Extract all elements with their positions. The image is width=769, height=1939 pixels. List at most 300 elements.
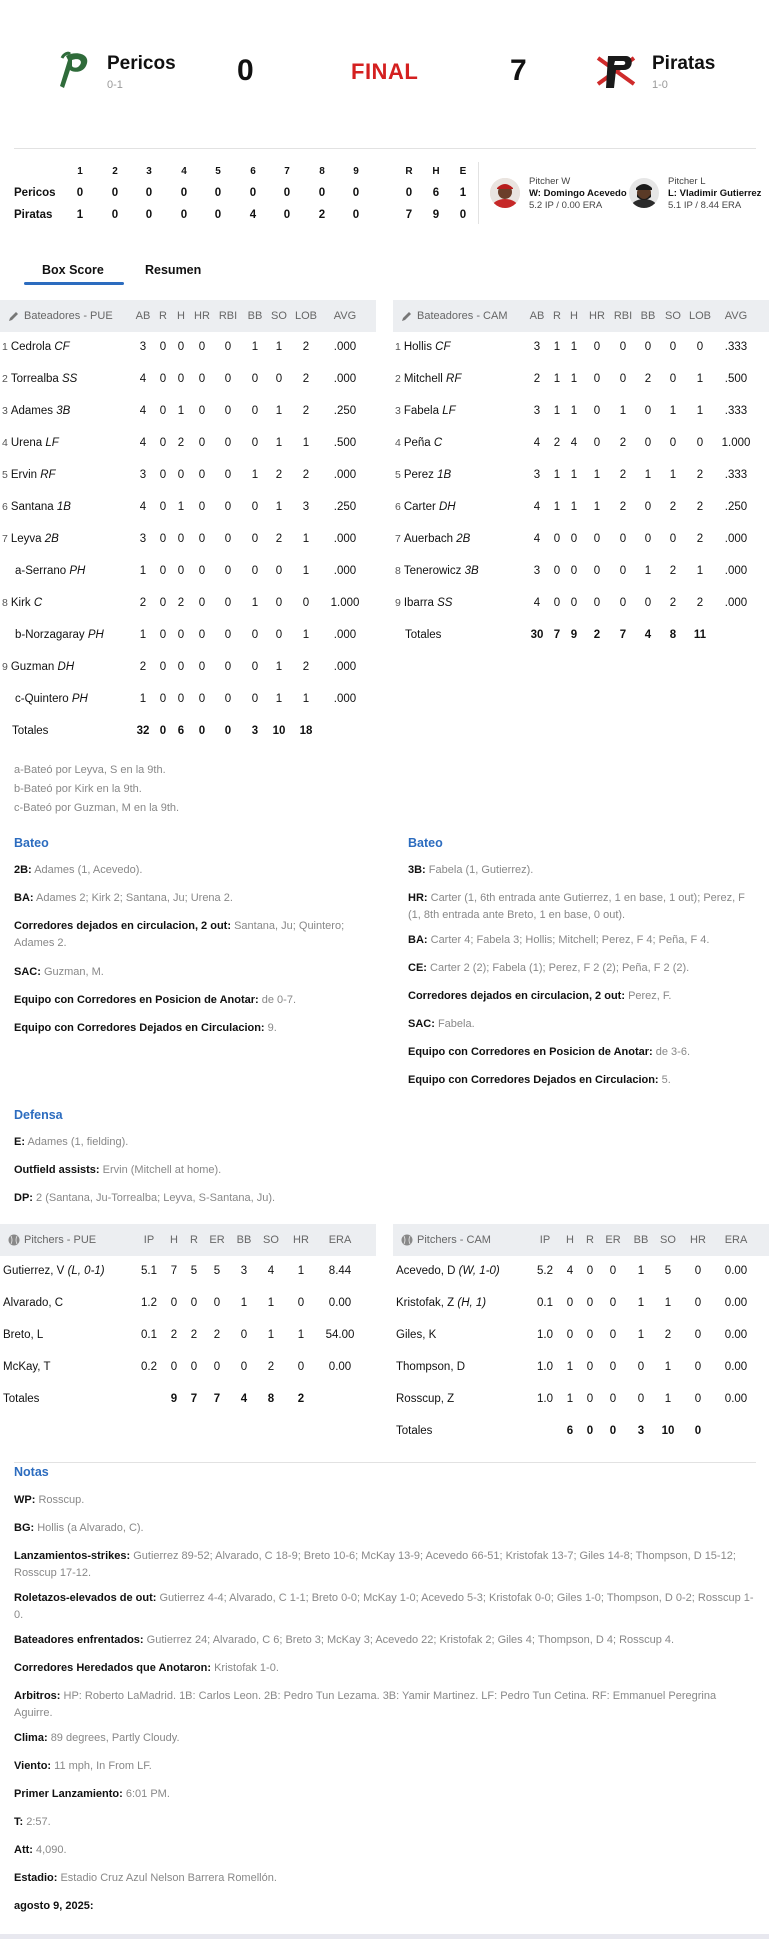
stat-value: 0.00	[724, 1265, 748, 1277]
stat-value: 0	[224, 437, 232, 449]
stat-label: Corredores dejados en circulacion, 2 out:	[14, 920, 231, 932]
player-last-name: b-Norzagaray	[15, 629, 85, 641]
note-line	[14, 1786, 756, 1803]
home-team-name[interactable]: Piratas	[652, 53, 716, 74]
player-name[interactable]	[2, 437, 59, 449]
stat-value: .250	[724, 501, 748, 513]
pericos-logo	[52, 48, 96, 92]
stat-value: 0	[190, 1297, 198, 1309]
player-name[interactable]	[2, 373, 77, 385]
pitcher-name[interactable]	[396, 1329, 436, 1341]
pencil-icon	[8, 310, 20, 322]
inning-header: 2	[112, 166, 118, 177]
stat-value: 0	[275, 597, 283, 609]
linescore-team-name[interactable]: Piratas	[14, 209, 53, 221]
stat-value: 1	[275, 501, 283, 513]
totals-value: 0	[224, 725, 232, 737]
stat-value: 1	[139, 693, 147, 705]
rhe-value: 0	[459, 209, 467, 221]
stat-value: 1	[297, 1329, 305, 1341]
stat-value: 3	[139, 469, 147, 481]
stat-line	[408, 890, 760, 924]
stat-header: BB	[640, 310, 656, 322]
batting-order: 5	[395, 469, 401, 481]
stat-value: .000	[333, 469, 357, 481]
totals-value: 2	[297, 1393, 305, 1405]
stat-value: 2	[302, 661, 310, 673]
stat-value: 2	[669, 501, 677, 513]
stat-value: 1	[593, 469, 601, 481]
inning-runs: 0	[214, 187, 222, 199]
pitcher-name[interactable]	[396, 1265, 500, 1277]
player-last-name: Ibarra	[403, 597, 434, 609]
player-name[interactable]	[395, 533, 470, 545]
note-value: Estadio Cruz Azul Nelson Barrera Romellón.	[60, 1872, 277, 1884]
stat-value: 0	[251, 533, 259, 545]
inning-runs: 0	[249, 187, 257, 199]
stat-value: 0	[696, 341, 704, 353]
stat-value: Fabela (1, Gutierrez).	[428, 864, 534, 876]
stat-header: R	[553, 310, 561, 322]
totals-value: 18	[299, 725, 313, 737]
inning-runs: 0	[145, 187, 153, 199]
stat-value: 5.	[661, 1074, 671, 1086]
player-name[interactable]	[395, 405, 456, 417]
stat-value: 1.0	[537, 1329, 553, 1341]
table-row	[0, 620, 376, 652]
stat-value: 5.2	[537, 1265, 553, 1277]
inning-runs: 0	[111, 187, 119, 199]
stat-value: 0	[198, 373, 206, 385]
player-position: 3B	[56, 405, 71, 417]
stat-value: 1	[664, 1393, 672, 1405]
player-position: CF	[435, 341, 451, 353]
note-value: Rosscup.	[38, 1494, 85, 1506]
stat-value: 0	[170, 1361, 178, 1373]
player-name[interactable]	[395, 373, 461, 385]
stat-value: 2	[275, 533, 283, 545]
player-last-name: Guzman	[10, 661, 55, 673]
stat-value: 0	[224, 405, 232, 417]
stat-value: 1	[139, 629, 147, 641]
table-row	[0, 492, 376, 524]
stat-value: .250	[333, 501, 357, 513]
stat-header: ER	[209, 1234, 225, 1246]
player-name[interactable]	[395, 565, 479, 577]
note-line	[14, 1688, 756, 1722]
losing-pitcher-stat: 5.1 IP / 8.44 ERA	[668, 200, 742, 211]
stat-value: 0	[198, 533, 206, 545]
note-label: Corredores Heredados que Anotaron:	[14, 1662, 212, 1674]
stat-label: CE:	[408, 962, 427, 974]
stat-value: 1	[644, 469, 652, 481]
stat-value: 0.1	[141, 1329, 157, 1341]
totals-label: Totales	[405, 629, 442, 641]
totals-value: 0	[609, 1425, 617, 1437]
stat-value: 1	[637, 1329, 645, 1341]
stat-value: 1	[251, 341, 259, 353]
stat-line	[408, 1072, 760, 1089]
stat-value: 0	[198, 661, 206, 673]
stat-value: Perez, F.	[628, 990, 672, 1002]
note-value: Gutierrez 4-4; Alvarado, C 1-1; Breto 0-0; McKay 1-0; Acevedo 5-3; Kristofak 0-0; Giles 1-0; Thompson, D 0-2; Rosscup 1-0.	[14, 1592, 754, 1621]
inning-header: 4	[181, 166, 187, 177]
stat-label: Equipo con Corredores en Posicion de Anotar:	[408, 1046, 653, 1058]
totals-value: 2	[593, 629, 601, 641]
note-value: 89 degrees, Partly Cloudy.	[50, 1732, 180, 1744]
pitcher-last-name: McKay, T	[3, 1361, 51, 1373]
stat-value: 4	[533, 597, 541, 609]
stat-line	[14, 918, 366, 952]
rhe-header: R	[405, 166, 413, 177]
pencil-icon	[401, 310, 413, 322]
stat-header: LOB	[294, 310, 317, 322]
inning-runs: 0	[318, 187, 326, 199]
stat-value: 0	[198, 629, 206, 641]
stat-value: 2	[213, 1329, 221, 1341]
player-name[interactable]	[2, 501, 71, 513]
totals-row	[0, 1384, 376, 1416]
stat-header: IP	[539, 1234, 551, 1246]
table-row	[0, 684, 376, 716]
stat-value: 1	[139, 565, 147, 577]
stat-value: 5	[213, 1265, 221, 1277]
player-position: 1B	[437, 469, 452, 481]
stat-value: 0	[593, 373, 601, 385]
player-name[interactable]	[395, 341, 451, 353]
stat-label: Equipo con Corredores Dejados en Circulacion:	[408, 1074, 659, 1086]
note-label: Primer Lanzamiento:	[14, 1788, 123, 1800]
stat-value: 0	[593, 565, 601, 577]
note-value: HP: Roberto LaMadrid. 1B: Carlos Leon. 2B: Pedro Tun Lezama. 3B: Yamir Martinez. LF: Pedro Tun Cetina. RF: Emmanuel Peregrina Aguirre.	[14, 1690, 717, 1719]
pitcher-last-name: Giles, K	[396, 1329, 437, 1341]
note-line	[14, 1758, 756, 1775]
stat-value: 2	[139, 597, 147, 609]
note-label: WP:	[14, 1494, 36, 1506]
player-name[interactable]	[12, 693, 88, 705]
player-position: 1B	[56, 501, 71, 513]
divider	[14, 1462, 756, 1463]
stat-value: Adames 2; Kirk 2; Santana, Ju; Urena 2.	[36, 892, 233, 904]
stat-value: 1	[302, 629, 310, 641]
stat-value: 1	[696, 565, 704, 577]
inning-runs: 1	[76, 209, 84, 221]
table-row	[393, 1352, 769, 1384]
note-label: Roletazos-elevados de out:	[14, 1592, 157, 1604]
stat-value: 0	[644, 405, 652, 417]
totals-value: 7	[213, 1393, 221, 1405]
stat-header: SO	[660, 1234, 676, 1246]
stat-value: 0.00	[724, 1393, 748, 1405]
pitcher-name[interactable]	[3, 1361, 51, 1373]
stat-value: 2	[696, 469, 704, 481]
batting-order: 1	[395, 341, 401, 353]
stat-value: 0	[694, 1297, 702, 1309]
inning-header: 1	[77, 166, 83, 177]
stat-value: 0.00	[328, 1361, 352, 1373]
note-label: Clima:	[14, 1732, 48, 1744]
stat-value: 2	[302, 373, 310, 385]
batting-table-title: Bateadores - CAM	[417, 310, 508, 322]
stat-value: .000	[333, 565, 357, 577]
stat-value: Carter 2 (2); Fabela (1); Perez, F 2 (2); Peña, F 2 (2).	[430, 962, 690, 974]
player-name[interactable]	[12, 565, 85, 577]
stat-value: 0	[669, 373, 677, 385]
away-team-name[interactable]: Pericos	[107, 53, 176, 74]
pitcher-last-name: Rosscup, Z	[396, 1393, 455, 1405]
stat-value: 0	[251, 693, 259, 705]
pitcher-name[interactable]	[3, 1265, 105, 1277]
pitcher-name[interactable]	[396, 1361, 465, 1373]
stat-label: HR:	[408, 892, 428, 904]
pitcher-name[interactable]	[396, 1393, 454, 1405]
stat-value: 1	[669, 405, 677, 417]
batting-order: 3	[2, 405, 8, 417]
stat-value: 1.0	[537, 1361, 553, 1373]
batting-order: 7	[395, 533, 401, 545]
stat-value: 1	[696, 405, 704, 417]
stat-value: 0	[609, 1297, 617, 1309]
stat-value: .000	[333, 661, 357, 673]
stat-value: 2	[553, 437, 561, 449]
stat-value: 0	[669, 533, 677, 545]
pitcher-last-name: Gutierrez, V	[3, 1265, 65, 1277]
stat-value: 5.1	[141, 1265, 157, 1277]
baseball-icon	[401, 1234, 413, 1246]
player-last-name: Adames	[10, 405, 54, 417]
stat-value: 1	[553, 341, 561, 353]
totals-value: 11	[693, 629, 707, 641]
stat-value: 3	[533, 469, 541, 481]
stat-value: 1	[302, 565, 310, 577]
batting-order: 4	[2, 437, 8, 449]
inning-runs: 0	[76, 187, 84, 199]
stat-value: Santana, Ju; Quintero; Adames 2.	[14, 920, 345, 949]
stat-value: 0	[240, 1361, 248, 1373]
table-row	[0, 364, 376, 396]
stat-value: 0	[644, 533, 652, 545]
totals-row	[393, 1416, 769, 1448]
stat-value: 0	[619, 597, 627, 609]
stat-value: 0	[159, 405, 167, 417]
table-row	[0, 588, 376, 620]
stat-value: .500	[724, 373, 748, 385]
player-name[interactable]	[12, 629, 104, 641]
stat-value: 1	[570, 405, 578, 417]
pitcher-decision: (W, 1-0)	[458, 1265, 500, 1277]
linescore-divider	[478, 162, 479, 224]
stat-value: 0	[224, 341, 232, 353]
away-score: 0	[237, 54, 254, 87]
stat-value: 0	[177, 629, 185, 641]
tab-resumen[interactable]: Resumen	[145, 263, 202, 277]
stat-value: 0	[177, 341, 185, 353]
stat-value: 1	[275, 405, 283, 417]
stat-value: 0	[213, 1297, 221, 1309]
inning-runs: 2	[318, 209, 326, 221]
player-last-name: Ervin	[10, 469, 38, 481]
stat-value: 1	[267, 1329, 275, 1341]
stat-value: 0.00	[724, 1329, 748, 1341]
tab-box-score[interactable]: Box Score	[42, 263, 104, 277]
note-line	[14, 1632, 756, 1649]
stat-header: R	[586, 1234, 594, 1246]
batting-order: 8	[2, 597, 8, 609]
stat-header: H	[170, 1234, 178, 1246]
stat-header: SO	[271, 310, 287, 322]
stat-value: 1	[275, 437, 283, 449]
rhe-value: 9	[432, 209, 440, 221]
tab-active-indicator	[24, 282, 124, 285]
stat-value: 2	[619, 469, 627, 481]
pitcher-name[interactable]	[3, 1329, 43, 1341]
player-name[interactable]	[2, 405, 70, 417]
losing-pitcher-name[interactable]: L: Vladimir Gutierrez	[668, 188, 762, 199]
stat-value: 3	[139, 533, 147, 545]
stat-value: 1	[669, 469, 677, 481]
player-last-name: Kirk	[10, 597, 31, 609]
stat-line	[14, 992, 366, 1009]
totals-value: 8	[669, 629, 677, 641]
stat-value: 0	[696, 437, 704, 449]
totals-value: 3	[251, 725, 259, 737]
stat-value: 0	[297, 1297, 305, 1309]
losing-pitcher-avatar	[629, 178, 659, 208]
player-name[interactable]	[395, 501, 456, 513]
pitching-table-header	[393, 1224, 769, 1256]
rhe-header: E	[459, 166, 467, 177]
stat-value: 0	[619, 373, 627, 385]
totals-row	[0, 716, 376, 748]
player-name[interactable]	[2, 341, 70, 353]
stat-value: 1	[275, 341, 283, 353]
batting-order: 5	[2, 469, 8, 481]
table-row	[393, 332, 769, 364]
stat-header: RBI	[218, 310, 238, 322]
table-row	[0, 332, 376, 364]
stat-label: SAC:	[408, 1018, 435, 1030]
inning-runs: 4	[249, 209, 257, 221]
totals-value: 4	[240, 1393, 248, 1405]
stat-header: ER	[605, 1234, 621, 1246]
winning-pitcher-name[interactable]: W: Domingo Acevedo	[529, 188, 627, 199]
table-row	[393, 428, 769, 460]
footnote: c-Bateó por Guzman, M en la 9th.	[14, 802, 180, 814]
note-value: Kristofak 1-0.	[214, 1662, 279, 1674]
note-line	[14, 1814, 756, 1831]
player-name[interactable]	[395, 469, 451, 481]
player-name[interactable]	[2, 597, 42, 609]
stat-label: DP:	[14, 1192, 33, 1204]
stat-value: 0	[637, 1393, 645, 1405]
stat-value: 0	[224, 469, 232, 481]
player-position: RF	[40, 469, 56, 481]
player-name[interactable]	[395, 437, 442, 449]
player-name[interactable]	[2, 661, 74, 673]
stat-value: 0	[619, 341, 627, 353]
table-row	[0, 1320, 376, 1352]
player-position: SS	[62, 373, 78, 385]
totals-value: 7	[190, 1393, 198, 1405]
player-name[interactable]	[395, 597, 452, 609]
table-row	[0, 556, 376, 588]
player-position: LF	[45, 437, 59, 449]
player-last-name: a-Serrano	[15, 565, 67, 577]
table-row	[0, 652, 376, 684]
stat-value: 0	[637, 1361, 645, 1373]
pitching-table-title: Pitchers - CAM	[417, 1234, 491, 1246]
stat-value: 0	[644, 597, 652, 609]
note-label: Bateadores enfrentados:	[14, 1634, 144, 1646]
stat-header: ERA	[724, 1234, 748, 1246]
stat-value: .000	[724, 597, 748, 609]
note-line	[14, 1520, 756, 1537]
player-name[interactable]	[2, 469, 56, 481]
player-name[interactable]	[2, 533, 59, 545]
stat-value: 2 (Santana, Ju-Torrealba; Leyva, S-Santana, Ju).	[36, 1192, 276, 1204]
player-last-name: Hollis	[403, 341, 432, 353]
stat-header: HR	[293, 1234, 309, 1246]
stat-value: 1	[553, 405, 561, 417]
stat-value: 0	[198, 693, 206, 705]
game-status: FINAL	[351, 59, 419, 84]
totals-value: 32	[136, 725, 150, 737]
stat-value: 2	[533, 373, 541, 385]
stat-value: 0	[275, 373, 283, 385]
stat-line	[14, 1020, 366, 1037]
pitcher-decision: (L, 0-1)	[67, 1265, 105, 1277]
winning-pitcher-stat: 5.2 IP / 0.00 ERA	[529, 200, 603, 211]
stat-value: 4	[139, 437, 147, 449]
stat-value: 1	[566, 1393, 574, 1405]
stat-label: BA:	[408, 934, 428, 946]
linescore-team-name[interactable]: Pericos	[14, 187, 56, 199]
pitcher-name[interactable]	[3, 1297, 63, 1309]
note-value: Gutierrez 24; Alvarado, C 6; Breto 3; McKay 3; Acevedo 22; Kristofak 2; Giles 4; Thompson, D 4; Rosscup 4.	[146, 1634, 675, 1646]
stat-value: 0	[159, 501, 167, 513]
stat-value: Adames (1, fielding).	[27, 1136, 129, 1148]
inning-header: 7	[284, 166, 290, 177]
table-row	[393, 1384, 769, 1416]
stat-value: 2	[177, 597, 185, 609]
stat-header: H	[177, 310, 185, 322]
pitcher-last-name: Acevedo, D	[396, 1265, 456, 1277]
player-position: 3B	[464, 565, 479, 577]
note-label: T:	[14, 1816, 24, 1828]
stat-value: Carter (1, 6th entrada ante Gutierrez, 1 en base, 1 out); Perez, F (1, 8th entrada ante Breto, 1 en base, 0 out).	[408, 892, 745, 921]
stat-value: 0	[609, 1361, 617, 1373]
table-row	[0, 1288, 376, 1320]
stat-line	[14, 1190, 754, 1207]
stat-value: 1	[553, 501, 561, 513]
stat-value: 0	[644, 437, 652, 449]
stat-value: 0	[586, 1265, 594, 1277]
stat-value: 1	[302, 533, 310, 545]
losing-pitcher-label: Pitcher L	[668, 176, 706, 187]
stat-value: 4	[139, 501, 147, 513]
stat-value: 0	[213, 1361, 221, 1373]
pitcher-name[interactable]	[396, 1297, 486, 1309]
stat-value: 0	[159, 341, 167, 353]
note-value: 11 mph, In From LF.	[54, 1760, 152, 1772]
stat-value: 0	[586, 1393, 594, 1405]
stat-header: HR	[589, 310, 605, 322]
home-team-record: 1-0	[652, 79, 668, 91]
stat-value: 0	[198, 405, 206, 417]
stat-value: 0	[224, 629, 232, 641]
stat-value: 0	[553, 597, 561, 609]
batting-order: 9	[395, 597, 401, 609]
